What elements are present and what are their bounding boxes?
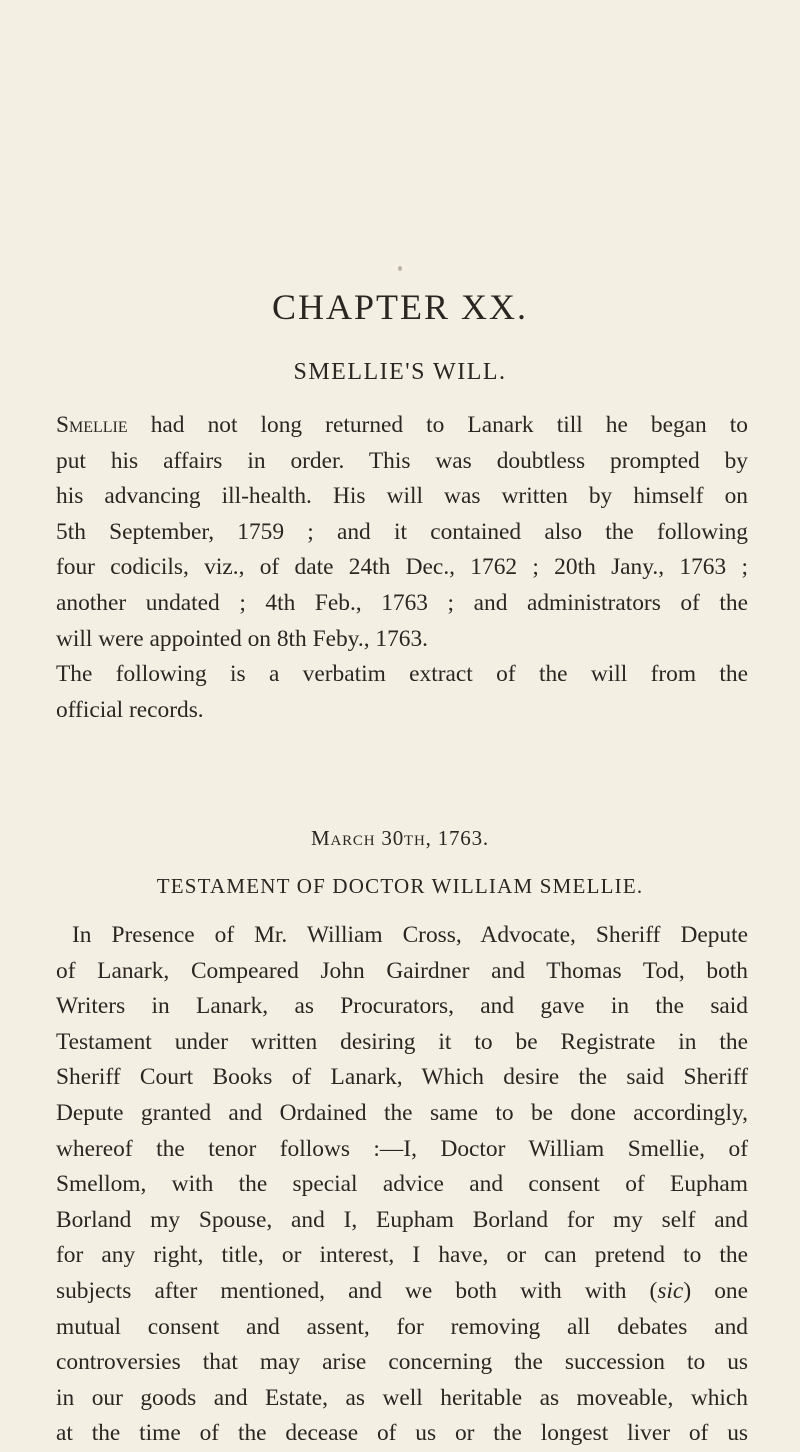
testament-line: whereof the tenor follows :—I, Doctor William Smellie, of xyxy=(56,1135,748,1162)
testament-line: Writers in Lanark, as Procurators, and gave in the said xyxy=(56,993,748,1020)
testament-line: Testament under written desiring it to be Registrate in the xyxy=(56,1028,748,1055)
chapter-title: CHAPTER XX. xyxy=(271,287,529,327)
testament-line: subjects after mentioned, and we both with with (sic) one xyxy=(56,1277,748,1304)
testament-paragraph xyxy=(56,918,748,1452)
testament-line: Depute granted and Ordained the same to be done accordingly, xyxy=(56,1099,748,1126)
testament-line: controversies that may arise concerning the succession to us xyxy=(56,1349,748,1376)
intro-line: his advancing ill-health. His will was written by himself on xyxy=(56,483,748,510)
intro-line: 5th September, 1759 ; and it contained also the following xyxy=(56,518,748,545)
intro-line: put his affairs in order. This was doubtless prompted by xyxy=(56,447,748,474)
testament-line: mutual consent and assent, for removing all debates and xyxy=(56,1313,748,1340)
testament-line: in our goods and Estate, as well heritable as moveable, which xyxy=(56,1384,748,1411)
testament-heading: TESTAMENT OF DOCTOR WILLIAM SMELLIE. xyxy=(156,874,644,898)
section-title: SMELLIE'S WILL. xyxy=(293,359,507,385)
intro-line: The following is a verbatim extract of the will from the xyxy=(56,661,748,688)
testament-line: Smellom, with the special advice and consent of Eupham xyxy=(56,1171,748,1198)
opening-word: Smellie xyxy=(56,412,128,438)
testament-line: In Presence of Mr. William Cross, Advocate, Sheriff Depute xyxy=(72,922,748,948)
dateline: March 30th, 1763. xyxy=(311,826,489,850)
testament-line: at the time of the decease of us or the longest liver of us xyxy=(56,1420,748,1447)
testament-line: of Lanark, Compeared John Gairdner and Thomas Tod, both xyxy=(56,957,748,984)
page-speck xyxy=(398,266,402,271)
intro-line: will were appointed on 8th Feby., 1763. xyxy=(56,625,429,652)
intro-line: Smellie had not long returned to Lanark till he began to xyxy=(56,412,748,438)
testament-line: Borland my Spouse, and I, Eupham Borland for my self and xyxy=(56,1206,748,1233)
intro-line: official records. xyxy=(56,696,204,723)
intro-line: another undated ; 4th Feb., 1763 ; and administrators of the xyxy=(56,589,748,616)
sic-italic: sic xyxy=(657,1277,684,1304)
testament-line: for any right, title, or interest, I have, or can pretend to the xyxy=(56,1242,748,1269)
intro-line: four codicils, viz., of date 24th Dec., 1762 ; 20th Jany., 1763 ; xyxy=(56,554,748,581)
intro-paragraph xyxy=(56,408,748,728)
testament-line: Sheriff Court Books of Lanark, Which desire the said Sheriff xyxy=(56,1064,748,1091)
